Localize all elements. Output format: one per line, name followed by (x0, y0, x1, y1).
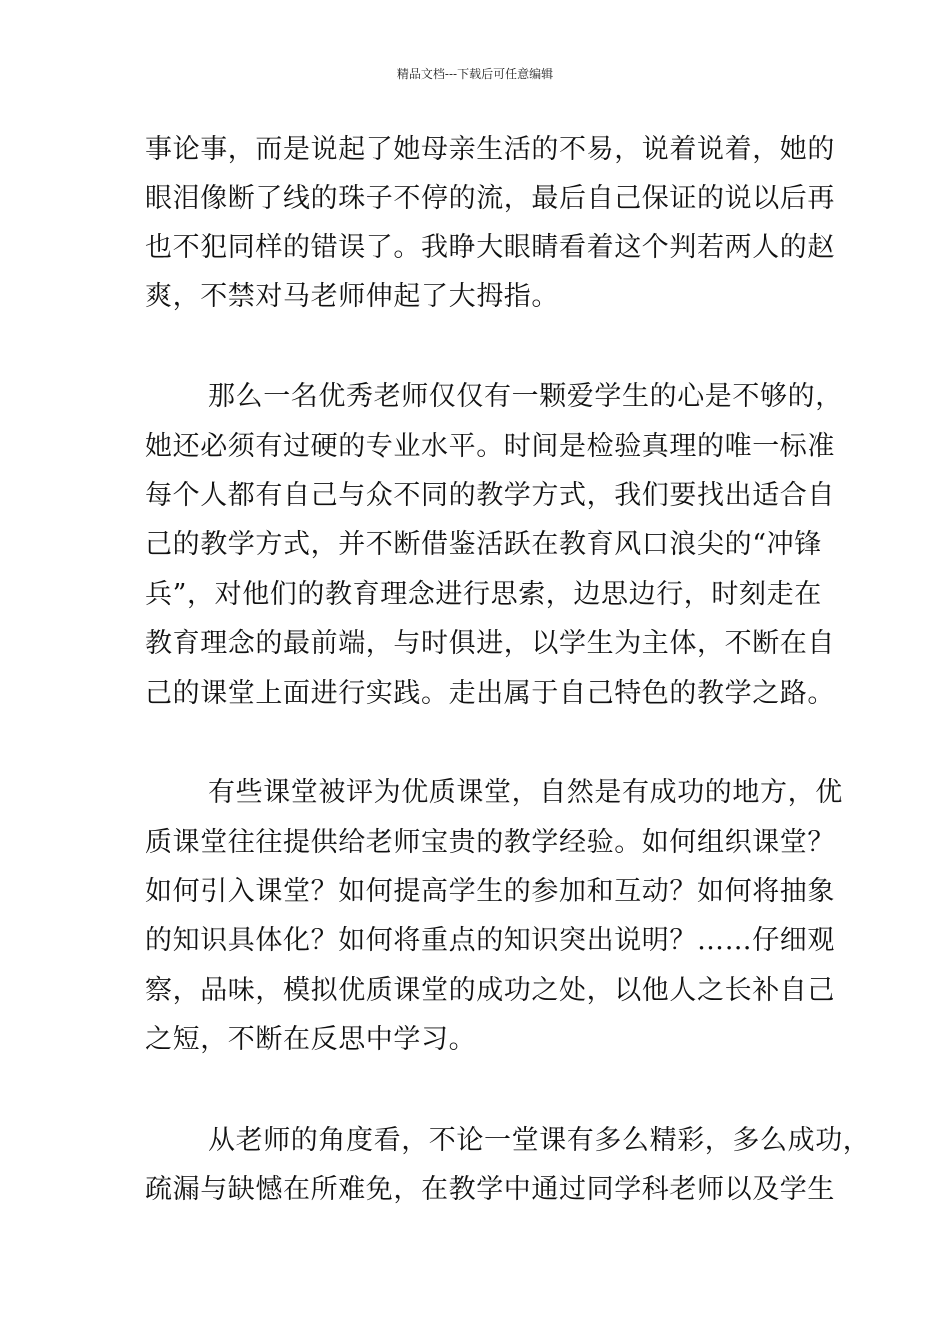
paragraph-1-line-4: 爽，不禁对马老师伸起了大拇指。 (145, 281, 559, 312)
paragraph-3-line-4: 的知识具体化？如何将重点的知识突出说明？……仔细观 (145, 925, 835, 956)
paragraph-3-line-5: 察，品味，模拟优质课堂的成功之处，以他人之长补自己 (145, 975, 835, 1006)
paragraph-3-line-2: 质课堂往往提供给老师宝贵的教学经验。如何组织课堂？ (145, 827, 835, 858)
paragraph-4-line-1: 从老师的角度看，不论一堂课有多么精彩，多么成功， (208, 1125, 871, 1156)
paragraph-2-line-3: 每个人都有自己与众不同的教学方式，我们要找出适合自 (145, 480, 835, 511)
paragraph-4-line-2: 疏漏与缺憾在所难免，在教学中通过同学科老师以及学生 (145, 1174, 835, 1205)
paragraph-3-line-6: 之短，不断在反思中学习。 (145, 1024, 477, 1055)
paragraph-2-line-2: 她还必须有过硬的专业水平。时间是检验真理的唯一标准 (145, 431, 835, 462)
paragraph-3-line-3: 如何引入课堂？如何提高学生的参加和互动？如何将抽象 (145, 876, 835, 907)
paragraph-1-line-3: 也不犯同样的错误了。我睁大眼睛看着这个判若两人的赵 (145, 232, 835, 263)
paragraph-2-line-7: 己的课堂上面进行实践。走出属于自己特色的教学之路。 (145, 678, 835, 709)
paragraph-2-line-4: 己的教学方式，并不断借鉴活跃在教育风口浪尖的“冲锋 (145, 529, 822, 560)
paragraph-1-line-1: 事论事，而是说起了她母亲生活的不易，说着说着，她的 (145, 134, 835, 165)
paragraph-1-line-2: 眼泪像断了线的珠子不停的流，最后自己保证的说以后再 (145, 183, 835, 214)
page-header: 精品文档---下载后可任意编辑 (396, 67, 554, 81)
paragraph-2-line-6: 教育理念的最前端，与时俱进，以学生为主体，不断在自 (145, 628, 835, 659)
paragraph-3-line-1: 有些课堂被评为优质课堂，自然是有成功的地方，优 (208, 777, 843, 808)
paragraph-2-line-1: 那么一名优秀老师仅仅有一颗爱学生的心是不够的， (208, 381, 843, 412)
paragraph-2-line-5: 兵”，对他们的教育理念进行思索，边思边行，时刻走在 (145, 579, 822, 610)
